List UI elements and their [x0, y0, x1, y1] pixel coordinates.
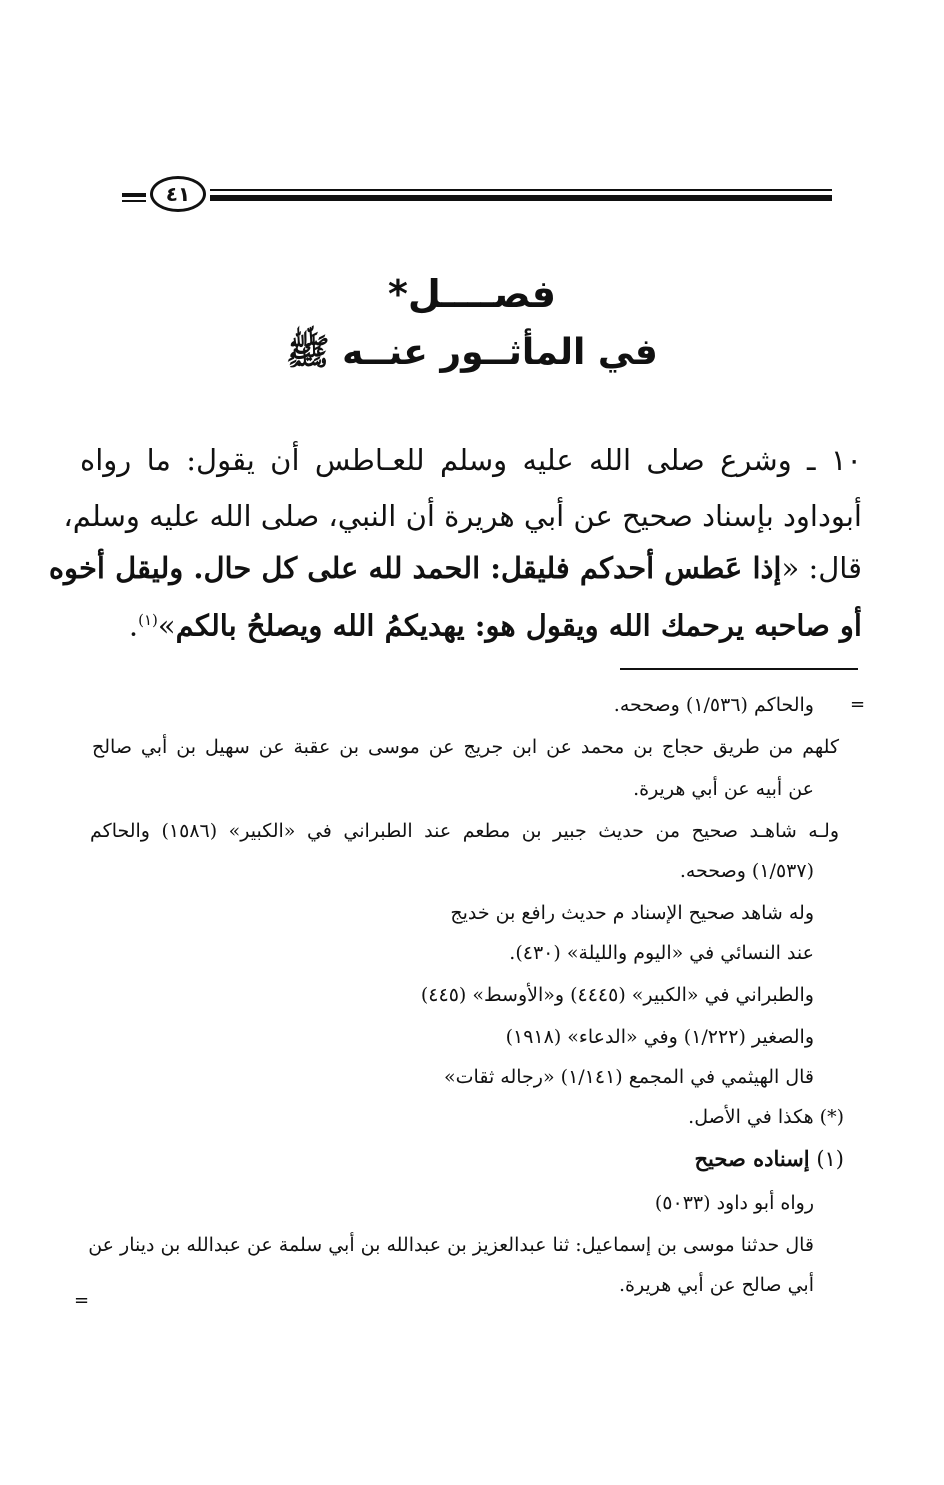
- footnote-star: [688, 1104, 844, 1130]
- hadith-text-part-1: إذا عَطس أحدكم فليقل: الحمد لله على كل حال. وليقل أخوه: [48, 551, 782, 585]
- footnote-line: قال حدثنا موسى بن إسماعيل: ثنا عبدالعزيز بن عبدالله بن أبي سلمة عن عبدالله بن دينار عن: [88, 1234, 814, 1256]
- quote-close: »: [157, 608, 176, 643]
- footnote-line: وله شاهد صحيح الإسناد م حديث رافع بن خديج: [450, 902, 814, 924]
- page-number: ٤١: [150, 176, 206, 212]
- footnote-line: عند النسائي في «اليوم والليلة» (٤٣٠).: [509, 942, 814, 964]
- body-line-3-plain: قال: «: [781, 551, 862, 585]
- chapter-title: فصــــل*: [387, 272, 557, 316]
- footnote-line: أبي صالح عن أبي هريرة.: [618, 1274, 814, 1296]
- body-line-3: [48, 548, 862, 588]
- continuation-mark-end: =: [74, 1290, 90, 1311]
- footnote-one: [695, 1146, 845, 1172]
- footnote-line: (١/٥٣٧) وصححه.: [679, 860, 814, 882]
- body-line-4: [80, 600, 862, 646]
- footnote-one-marker: (١): [816, 1147, 844, 1171]
- footnote-line: رواه أبو داود (٥٠٣٣): [654, 1192, 814, 1214]
- continuation-mark: =: [850, 694, 866, 715]
- footnote-one-title: إسناده صحيح: [694, 1146, 810, 1171]
- footnote-line: كلهم من طريق حجاج بن محمد عن ابن جريج عن موسى بن عقبة عن سهيل بن أبي صالح: [92, 736, 839, 758]
- footnote-line: والصغير (١/٢٢٢) وفي «الدعاء» (١٩١٨): [505, 1026, 814, 1048]
- footnote-ref-1: (١): [138, 611, 158, 629]
- chapter-subtitle: في المأثــور عنــه ﷺ: [286, 332, 658, 373]
- footnote-line: عن أبيه عن أبي هريرة.: [633, 778, 814, 800]
- footnote-line: قال الهيثمي في المجمع (١/١٤١) «رجاله ثقات»: [444, 1066, 814, 1088]
- hadith-text-part-2: أو صاحبه يرحمك الله ويقول هو: يهديكمُ الله ويصلحُ بالكم: [175, 608, 862, 643]
- footnote-line: والحاكم (١/٥٣٦) وصححه.: [613, 694, 814, 716]
- footnote-line: ولـه شاهـد صحيح من حديث جبير بن مطعم عند الطبراني في «الكبير» (١٥٨٦) والحاكم: [90, 820, 839, 842]
- footnote-star-text: هكذا في الأصل.: [688, 1106, 814, 1128]
- footnote-line: والطبراني في «الكبير» (٤٤٤٥) و«الأوسط» (٤٤٥): [420, 984, 814, 1006]
- footnote-separator: [620, 668, 858, 670]
- body-line-2: أبوداود بإسناد صحيح عن أبي هريرة أن النبي، صلى الله عليه وسلم،: [63, 499, 862, 533]
- footnote-star-marker: (*): [819, 1106, 844, 1128]
- body-period: .: [128, 608, 139, 643]
- body-line-1: ١٠ ـ وشرع صلى الله عليه وسلم للعـاطس أن يقول: ما رواه: [80, 443, 862, 477]
